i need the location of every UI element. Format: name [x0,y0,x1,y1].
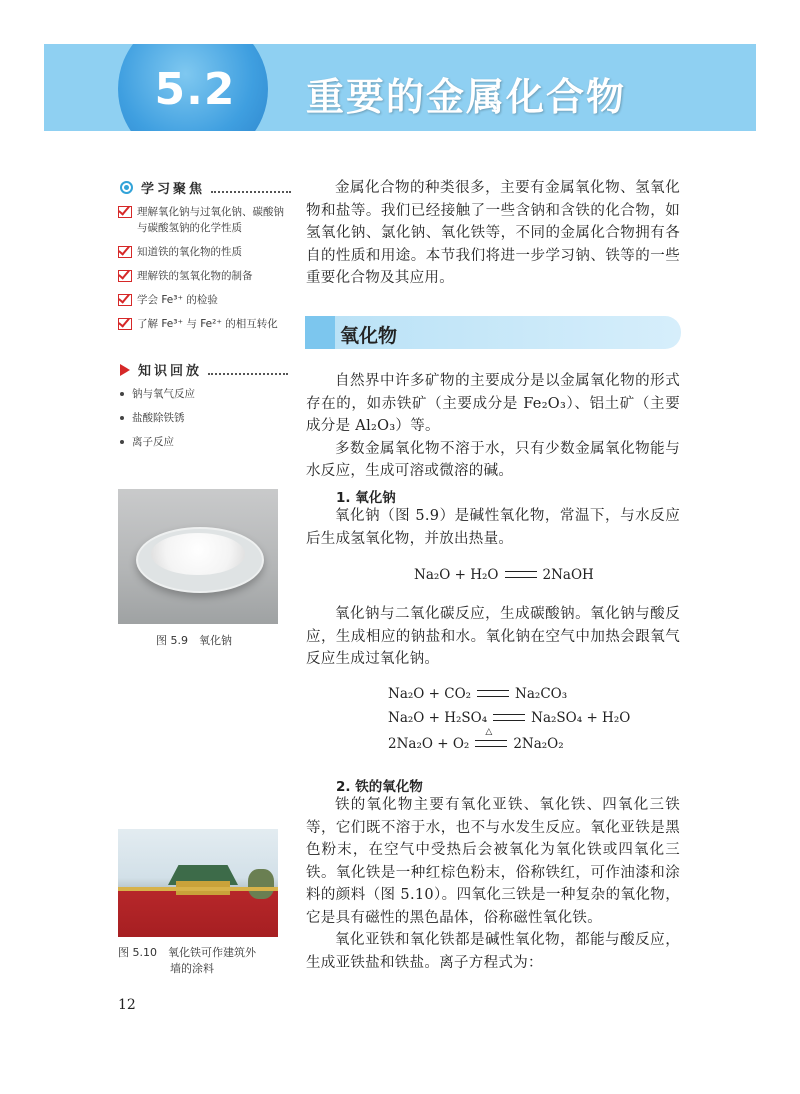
oxide-intro-block [306,370,680,483]
review-item-text: 钠与氧气反应 [132,388,195,400]
focus-item-text: 理解氧化钠与过氧化钠、碳酸钠与碳酸氢钠的化学性质 [137,206,284,234]
focus-item-text: 理解铁的氢氧化物的制备 [137,270,253,282]
focus-item [118,292,288,308]
checkmark-icon [118,294,132,306]
equals-sign [505,571,537,578]
focus-item [118,268,288,284]
dotted-divider [211,183,291,193]
learning-focus-title: 学习聚焦 [141,182,206,197]
paragraph-iron-oxides-acid: 氧化亚铁和氧化铁都是碱性氧化物，都能与酸反应，生成亚铁盐和铁盐。离子方程式为： [306,932,680,971]
section-bar-accent [305,316,335,349]
equation-3 [388,710,630,726]
triangle-arrow-icon [120,364,130,376]
paragraph-sodium-oxide: 氧化钠（图 5.9）是碱性氧化物，常温下，与水反应后生成氢氧化物，并放出热量。 [306,508,680,547]
learning-focus-heading [120,178,291,197]
heat-condition: △ [485,727,493,737]
equation-3-reactants: Na₂O + H₂SO₄ [388,710,488,726]
sodium-oxide-reactions-block [306,603,680,671]
chapter-title: 重要的金属化合物 [306,75,627,119]
equals-sign-heat [475,727,507,747]
equation-2-reactants: Na₂O + CO₂ [388,686,472,702]
red-wall-building-photo [118,829,278,937]
checkmark-icon [118,246,132,258]
equation-4-reactants: 2Na₂O + O₂ [388,736,470,752]
review-item-text: 盐酸除铁锈 [132,412,185,424]
focus-icon [120,181,133,194]
equation-2-products: Na₂CO₃ [515,686,568,702]
equals-sign [493,714,525,721]
bullet-icon [120,392,124,396]
knowledge-review-title: 知识回放 [138,364,203,379]
wall-top-trim [118,887,278,891]
focus-item [118,204,288,236]
checkmark-icon [118,270,132,282]
tree [248,869,274,899]
intro-paragraph-block [306,177,680,290]
knowledge-review-heading [120,360,288,379]
iron-oxides-block [306,794,680,974]
white-powder [151,533,245,575]
review-item [120,386,195,402]
subheading-sodium-oxide: 1. 氧化钠 [336,490,396,506]
page-number: 12 [118,997,136,1013]
focus-item-text: 学会 Fe³⁺ 的检验 [137,294,218,306]
focus-item [118,316,288,332]
chapter-number: 5.2 [154,64,236,115]
focus-item [118,244,288,260]
checkmark-icon [118,318,132,330]
paragraph-solubility: 多数金属氧化物不溶于水，只有少数金属氧化物能与水反应，生成可溶或微溶的碱。 [306,440,680,479]
intro-paragraph: 金属化合物的种类很多，主要有金属氧化物、氢氧化物和盐等。我们已经接触了一些含钠和含铁的化合物，如氢氧化钠、氯化钠、氧化铁等，不同的金属化合物拥有各自的性质和用途。本节我们将进一步学习钠、铁等的一些重要化合物及其应用。 [306,180,680,286]
paragraph-sodium-oxide-reactions: 氧化钠与二氧化碳反应，生成碳酸钠。氧化钠与酸反应，生成相应的钠盐和水。氧化钠在空气中加热会跟氧气反应生成过氧化钠。 [306,606,680,667]
sodium-oxide-block [306,505,680,550]
equation-4 [388,727,564,752]
review-item [120,410,195,426]
review-item [120,434,195,450]
dotted-divider [208,365,288,375]
equation-1-reactants: Na₂O + H₂O [414,567,499,583]
figure-5-10-caption-line1: 图 5.10 氧化铁可作建筑外 [118,946,256,959]
learning-focus-list [118,204,288,340]
equation-3-products: Na₂SO₄ + H₂O [531,710,631,726]
equation-1-products: 2NaOH [542,567,594,583]
section-title: 氧化物 [340,325,398,347]
equation-2 [388,686,567,702]
paragraph-iron-oxides: 铁的氧化物主要有氧化亚铁、氧化铁、四氧化三铁等，它们既不溶于水，也不与水发生反应。氧化亚铁是黑色粉末，在空气中受热后会被氧化为氧化铁或四氧化三铁。氧化铁是一种红棕色粉末，俗称铁红，可作油漆和涂料的颜料（图 5.10）。四氧化三铁是一种复杂的氧化物，它是具有磁性的黑色晶体，俗称磁性氧化铁。 [306,797,680,926]
figure-5-10-caption-line2: 墙的涂料 [170,962,214,975]
sodium-oxide-photo [118,489,278,624]
focus-item-text: 知道铁的氧化物的性质 [137,246,242,258]
bullet-icon [120,416,124,420]
equation-1 [414,567,594,583]
bullet-icon [120,440,124,444]
subheading-iron-oxides: 2. 铁的氧化物 [336,779,423,795]
checkmark-icon [118,206,132,218]
knowledge-review-list [120,386,195,458]
equals-sign [477,690,509,697]
review-item-text: 离子反应 [132,436,174,448]
focus-item-text: 了解 Fe³⁺ 与 Fe²⁺ 的相互转化 [137,318,278,330]
figure-5-9-caption: 图 5.9 氧化钠 [156,634,232,647]
equation-4-products: 2Na₂O₂ [513,736,564,752]
paragraph-ores: 自然界中许多矿物的主要成分是以金属氧化物的形式存在的，如赤铁矿（主要成分是 Fe₂O₃）、铝土矿（主要成分是 Al₂O₃）等。 [306,373,680,434]
